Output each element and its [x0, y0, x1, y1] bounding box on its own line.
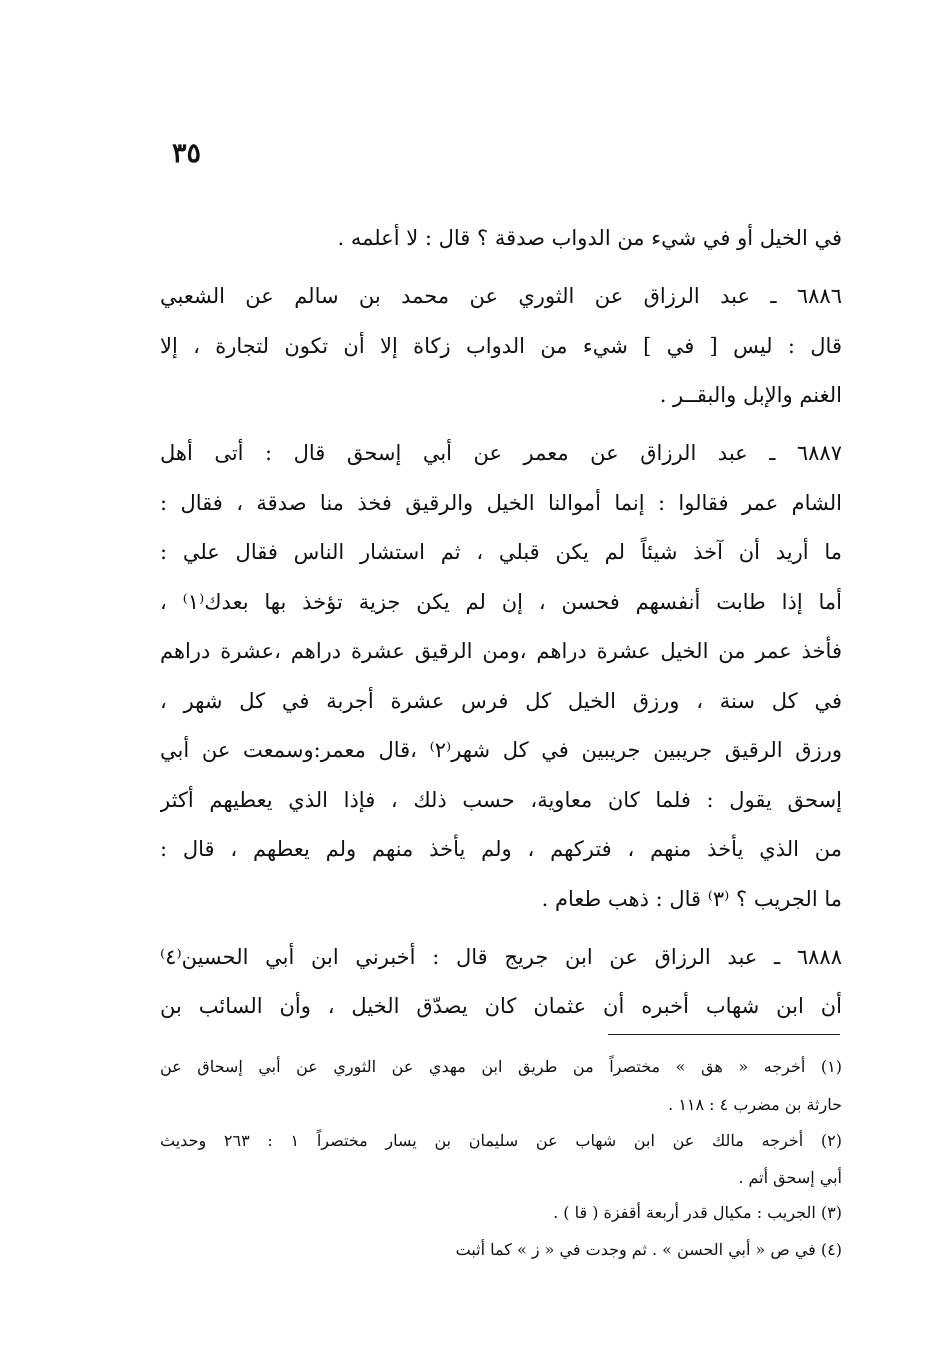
footnote-line: أبي إسحق أتم . [738, 1168, 842, 1187]
text-line: ٦٨٨٨ ـ عبد الرزاق عن ابن جريج قال : أخبرني ابن أبي الحسين⁽٤⁾ [160, 945, 842, 969]
text-line: ما الجريب ؟ ⁽٣⁾ قال : ذهب طعام . [541, 887, 842, 911]
text-line: الغنم والإبل والبقــر . [659, 383, 842, 407]
footnote-line: (٤) في ص « أبي الحسن » . ثم وجدت في « ز » كما أثبت [455, 1240, 842, 1259]
text-line: من الذي يأخذ منهم ، فتركهم ، ولم يأخذ منهم ولم يعطهم ، قال : [160, 837, 842, 861]
text-line: ما أريد أن آخذ شيئاً لم يكن قبلي ، ثم استشار الناس فقال علي : [160, 540, 842, 564]
text-line: الشام عمر فقالوا : إنما أموالنا الخيل والرقيق فخذ منا صدقة ، فقال : [160, 491, 842, 515]
footnote-line: (٢) أخرجه مالك عن ابن شهاب عن سليمان بن يسار مختصراً ١ : ٢٦٣ وحديث [160, 1131, 842, 1150]
footnote-line: حارثة بن مضرب ٤ : ١١٨ . [668, 1095, 842, 1114]
page-number: ٣٥ [172, 138, 202, 169]
text-line: ٦٨٨٧ ـ عبد الرزاق عن معمر عن أبي إسحق قال : أتى أهل [160, 441, 842, 465]
text-line: قال : ليس [ في ] شيء من الدواب زكاة إلا أن تكون لتجارة ، إلا [160, 334, 842, 358]
text-line: ورزق الرقيق جريبين جريبين في كل شهر⁽٢⁾ ،قال معمر:وسمعت عن أبي [160, 738, 842, 762]
footnote-line: (١) أخرجه « هق » مختصراً من طريق ابن مهدي عن الثوري عن أبي إسحاق عن [160, 1057, 842, 1076]
text-line: أن ابن شهاب أخبره أن عثمان كان يصدّق الخيل ، وأن السائب بن [160, 994, 842, 1018]
text-line: فأخذ عمر من الخيل عشرة دراهم ،ومن الرقيق عشرة دراهم ،عشرة دراهم [160, 639, 842, 663]
text-line: في الخيل أو في شيء من الدواب صدقة ؟ قال : لا أعلمه . [337, 226, 842, 250]
text-line: أما إذا طابت أنفسهم فحسن ، إن لم يكن جزية تؤخذ بها بعدك⁽١⁾ ، [160, 590, 842, 614]
footnote-line: (٣) الجريب : مكيال قدر أربعة أقفزة ( قا ) . [553, 1203, 842, 1222]
footnote-separator [608, 1034, 840, 1035]
text-line: في كل سنة ، ورزق الخيل كل فرس عشرة أجربة في كل شهر ، [160, 689, 842, 713]
text-line: ٦٨٨٦ ـ عبد الرزاق عن الثوري عن محمد بن سالم عن الشعبي [160, 284, 842, 308]
text-line: إسحق يقول : فلما كان معاوية، حسب ذلك ، فإذا الذي يعطيهم أكثر [160, 788, 842, 812]
